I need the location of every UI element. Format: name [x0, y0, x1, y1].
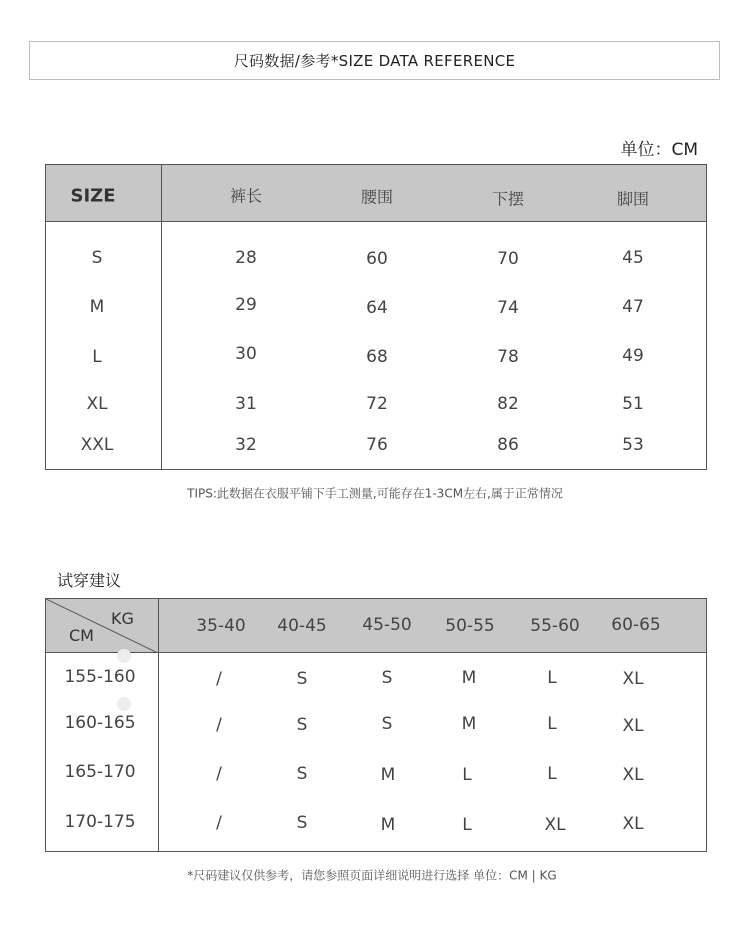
- fit-cell: S: [296, 764, 308, 784]
- hem-cell: 74: [497, 298, 519, 318]
- weight-header: 60-65: [611, 615, 661, 635]
- fit-table-divider: [158, 599, 159, 851]
- fit-cell: L: [547, 714, 557, 734]
- header-waist: 腰围: [360, 187, 394, 207]
- header-leg-opening: 脚围: [616, 189, 650, 209]
- fit-cell: L: [547, 764, 557, 784]
- height-cell: 160-165: [64, 713, 136, 733]
- length-cell: 28: [235, 248, 257, 268]
- fit-cell: S: [381, 714, 393, 734]
- header-size: SIZE: [70, 185, 116, 207]
- weight-header: 35-40: [196, 616, 246, 636]
- leg-cell: 45: [622, 248, 644, 268]
- size-reference-title: 尺码数据/参考*SIZE DATA REFERENCE: [29, 41, 720, 80]
- height-cell: 170-175: [64, 812, 136, 832]
- waist-cell: 68: [366, 347, 388, 367]
- unit-label: 单位：CM: [620, 140, 698, 160]
- size-table-divider: [161, 165, 162, 469]
- size-cell: XL: [86, 394, 108, 414]
- fit-cell: L: [547, 668, 557, 688]
- hem-cell: 78: [497, 347, 519, 367]
- fit-cell: M: [461, 714, 477, 734]
- fit-cell: M: [380, 765, 396, 785]
- size-cell: M: [89, 297, 105, 317]
- leg-cell: 51: [622, 394, 644, 414]
- length-cell: 29: [235, 295, 257, 315]
- decorative-dot: [117, 649, 131, 663]
- weight-header: 40-45: [277, 616, 327, 636]
- fit-cell: L: [462, 815, 472, 835]
- fit-cell: XL: [622, 765, 644, 785]
- length-cell: 31: [235, 394, 257, 414]
- height-cell: 165-170: [64, 762, 136, 782]
- corner-cm-label: CM: [69, 626, 94, 645]
- fit-cell: XL: [622, 814, 644, 834]
- hem-cell: 82: [497, 394, 519, 414]
- leg-cell: 53: [622, 435, 644, 455]
- height-cell: 155-160: [64, 667, 136, 687]
- weight-header: 50-55: [445, 616, 495, 636]
- fit-cell: XL: [622, 669, 644, 689]
- fit-cell: XL: [622, 716, 644, 736]
- size-table: [45, 164, 707, 470]
- fit-cell: XL: [544, 815, 566, 835]
- fit-cell: S: [296, 715, 308, 735]
- size-cell: L: [92, 347, 102, 367]
- weight-header: 45-50: [362, 615, 412, 635]
- header-length: 裤长: [229, 186, 263, 206]
- fit-section-title: 试穿建议: [57, 571, 122, 590]
- size-cell: XXL: [80, 435, 114, 455]
- weight-header: 55-60: [530, 616, 580, 636]
- waist-cell: 72: [366, 394, 388, 414]
- fit-cell: S: [296, 669, 308, 689]
- measurement-tips: TIPS:此数据在衣服平铺下手工测量,可能存在1-3CM左右,属于正常情况: [187, 486, 563, 501]
- waist-cell: 60: [366, 249, 388, 269]
- header-hem: 下摆: [491, 189, 525, 209]
- size-cell: S: [91, 248, 103, 268]
- corner-kg-label: KG: [111, 609, 134, 628]
- leg-cell: 47: [622, 297, 644, 317]
- fit-cell: /: [216, 813, 222, 833]
- fit-footnote: *尺码建议仅供参考，请您参照页面详细说明进行选择 单位：CM | KG: [187, 868, 557, 883]
- fit-table: [45, 598, 707, 852]
- fit-cell: S: [296, 813, 308, 833]
- hem-cell: 70: [497, 249, 519, 269]
- fit-cell: /: [216, 669, 222, 689]
- fit-cell: /: [216, 764, 222, 784]
- waist-cell: 64: [366, 298, 388, 318]
- fit-cell: L: [462, 765, 472, 785]
- decorative-dot: [117, 697, 131, 711]
- corner-diagonal: [46, 599, 158, 653]
- length-cell: 30: [235, 344, 257, 364]
- waist-cell: 76: [366, 435, 388, 455]
- length-cell: 32: [235, 435, 257, 455]
- fit-cell: M: [380, 815, 396, 835]
- hem-cell: 86: [497, 435, 519, 455]
- leg-cell: 49: [622, 346, 644, 366]
- fit-cell: /: [216, 715, 222, 735]
- fit-cell: S: [381, 668, 393, 688]
- fit-cell: M: [461, 668, 477, 688]
